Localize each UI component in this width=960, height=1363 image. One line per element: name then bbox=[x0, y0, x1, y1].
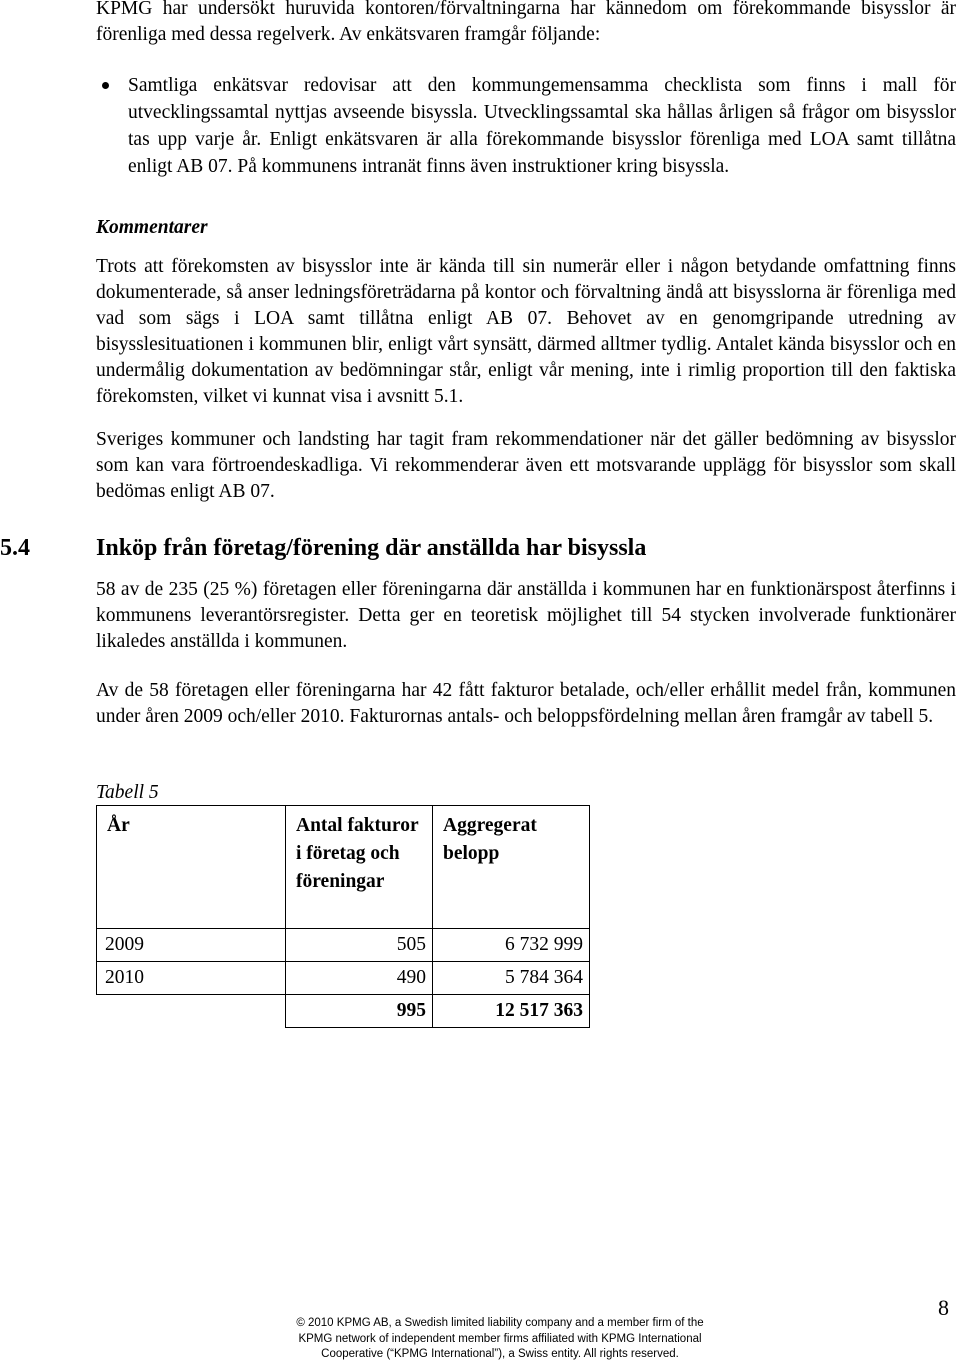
table-5 bbox=[96, 805, 590, 1028]
comments-paragraph-2: Sveriges kommuner och landsting har tagit fram rekommendationer när det gäller bedömning av bisysslor som kan vara förtroendeskadliga. Vi rekommenderar även ett motsvarande upplägg för bisysslor som skall bedömas enligt AB 07. bbox=[96, 429, 956, 502]
cell-amount: 5 784 364 bbox=[433, 962, 590, 995]
cell-count: 490 bbox=[286, 962, 433, 995]
cell-count: 505 bbox=[286, 929, 433, 962]
bullet-item: Samtliga enkätsvar redovisar att den kommungemensamma checklista som finns i mall för utvecklingssamtal nyttjas avseende bisyssla. Utvecklingssamtal ska hållas årligen så frågor om bisysslor tas upp varje år. Enligt enkätsvaren är alla förekommande bisysslor förenliga med LOA samt tillåtna enligt AB 07. På kommunens intranät finns även instruktioner kring bisyssla. bbox=[128, 75, 956, 177]
table-total-row bbox=[97, 995, 590, 1028]
cell-total-label bbox=[97, 995, 286, 1028]
header-aggregate-amount: Aggregerat belopp bbox=[433, 806, 590, 929]
table-row bbox=[97, 962, 590, 995]
bullet-icon bbox=[102, 82, 109, 89]
footer-line-2: KPMG network of independent member firms affiliated with KPMG International bbox=[298, 1332, 702, 1345]
page-number: 8 bbox=[938, 1295, 949, 1320]
table-row bbox=[97, 929, 590, 962]
footer-line-1: © 2010 KPMG AB, a Swedish limited liability company and a member firm of the bbox=[296, 1317, 704, 1329]
cell-year: 2010 bbox=[97, 962, 286, 995]
comments-heading: Kommentarer bbox=[96, 217, 208, 238]
cell-total-amount: 12 517 363 bbox=[433, 995, 590, 1028]
table-caption: Tabell 5 bbox=[96, 782, 159, 803]
cell-amount: 6 732 999 bbox=[433, 929, 590, 962]
header-year: År bbox=[97, 806, 286, 929]
cell-year: 2009 bbox=[97, 929, 286, 962]
section-title: Inköp från företag/förening där anställda har bisyssla bbox=[96, 535, 647, 561]
intro-paragraph: KPMG har undersökt huruvida kontoren/förvaltningarna har kännedom om förekommande bisysslor är förenliga med dessa regelverk. Av enkätsvaren framgår följande: bbox=[96, 0, 956, 45]
section-paragraph-2: Av de 58 företagen eller föreningarna har 42 fått fakturor betalade, och/eller erhållit medel från, kommunen under åren 2009 och/eller 2010. Fakturornas antals- och beloppsfördelning mellan åren framgår av tabell 5. bbox=[96, 680, 956, 727]
cell-total-count: 995 bbox=[286, 995, 433, 1028]
section-paragraph-1: 58 av de 235 (25 %) företagen eller föreningarna där anställda i kommunen har en funktionärspost återfinns i kommunens leverantörsregister. Detta ger en teoretisk möjlighet till 54 stycken involverade funktionärer likaledes anställda i kommunen. bbox=[96, 579, 956, 652]
footer bbox=[230, 1316, 770, 1363]
section-number: 5.4 bbox=[0, 535, 30, 561]
header-invoice-count: Antal fakturor i företag och föreningar bbox=[286, 806, 433, 929]
table-header-row bbox=[97, 806, 590, 929]
footer-line-3: Cooperative (“KPMG International”), a Swiss entity. All rights reserved. bbox=[321, 1348, 679, 1360]
comments-paragraph-1: Trots att förekomsten av bisysslor inte är kända till sin numerär eller i någon betydande omfattning finns dokumenterade, så anser ledningsföreträdarna på kontor och förvaltning ändå att bisysslorna är förenliga med vad som sägs i LOA samt tillåtna enligt AB 07. Behovet av en genomgripande utredning av bisysslesituationen i kommunen blir, enligt vårt synsätt, därmed alltmer tydlig. Antalet kända bisysslor och en undermålig dokumentation av bedömningar står, enligt vår mening, inte i rimlig proportion till den faktiska förekomsten, vilket vi kunnat visa i avsnitt 5.1. bbox=[96, 256, 956, 407]
